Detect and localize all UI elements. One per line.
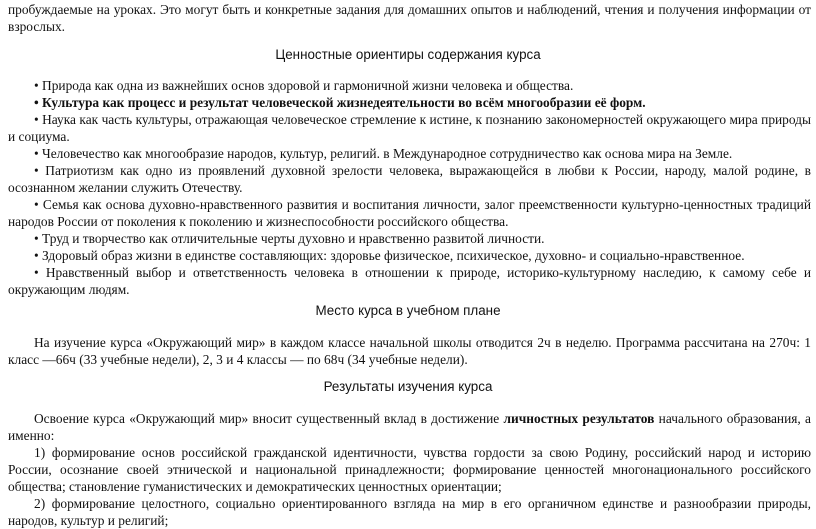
values-item-nature: • Природа как одна из важнейших основ здоровой и гармоничной жизни человека и общества. (34, 78, 574, 93)
values-item-patriotism: • Патриотизм как одно из проявлений духовной зрелости человека, выражающейся в любви к России, народу, малой родине, в осознанном желании служить Отечеству. (8, 163, 811, 195)
section-heading-place: Место курса в учебном плане (315, 303, 501, 318)
results-lead-paragraph (8, 410, 811, 444)
section-heading-values: Ценностные ориентиры содержания курса (275, 47, 541, 62)
values-item-humanity: • Человечество как многообразие народов, культур, религий. в Международное сотрудничество как основа мира на Земле. (34, 146, 733, 161)
intro-paragraph: пробуждаемые на уроках. Это могут быть и конкретные задания для домашних опытов и наблюдений, чтения и получения информации от взрослых. (8, 2, 811, 34)
results-lead-bold: личностных результатов (503, 411, 655, 426)
results-item-1: 1) формирование основ российской гражданской идентичности, чувства гордости за свою Родину, российский народ и историю России, осознание своей этнической и национальной принадлежности; формирование ценностей многонационального российского общества; становление гуманистических и демократических ценностных ориентации; (8, 445, 811, 494)
values-item-family: • Семья как основа духовно-нравственного развития и воспитания личности, залог преемственности культурно-ценностных традиций народов России от поколения к поколению и жизнеспособности российского общества. (8, 197, 811, 229)
values-item-culture: • Культура как процесс и результат человеческой жизнедеятельности во всём многообразии её форм. (34, 95, 646, 110)
values-item-health: • Здоровый образ жизни в единстве составляющих: здоровье физическое, психическое, духовно- и социально-нравственное. (34, 248, 745, 263)
section-heading-results: Результаты изучения курса (323, 379, 493, 394)
values-item-science: • Наука как часть культуры, отражающая человеческое стремление к истине, к познанию закономерностей окружающего мира природы и социума. (8, 112, 811, 144)
results-item-2: 2) формирование целостного, социально ориентированного взгляда на мир в его органичном единстве и разнообразии природы, народов, культур и религий; (8, 496, 811, 528)
values-item-labor: • Труд и творчество как отличительные черты духовно и нравственно развитой личности. (34, 231, 545, 246)
results-lead-text: Освоение курса «Окружающий мир» вносит существенный вклад в достижение (34, 411, 500, 426)
place-paragraph: На изучение курса «Окружающий мир» в каждом классе начальной школы отводится 2ч в неделю. Программа рассчитана на 270ч: 1 класс —66ч (33 учебные недели), 2, 3 и 4 классы — по 68ч (34 учебные недели). (8, 335, 811, 367)
values-item-moral-choice: • Нравственный выбор и ответственность человека в отношении к природе, историко-культурному наследию, к самому себе и окружающим людям. (8, 265, 811, 297)
results-lead-tail: начального образования, а именно: (8, 411, 811, 443)
